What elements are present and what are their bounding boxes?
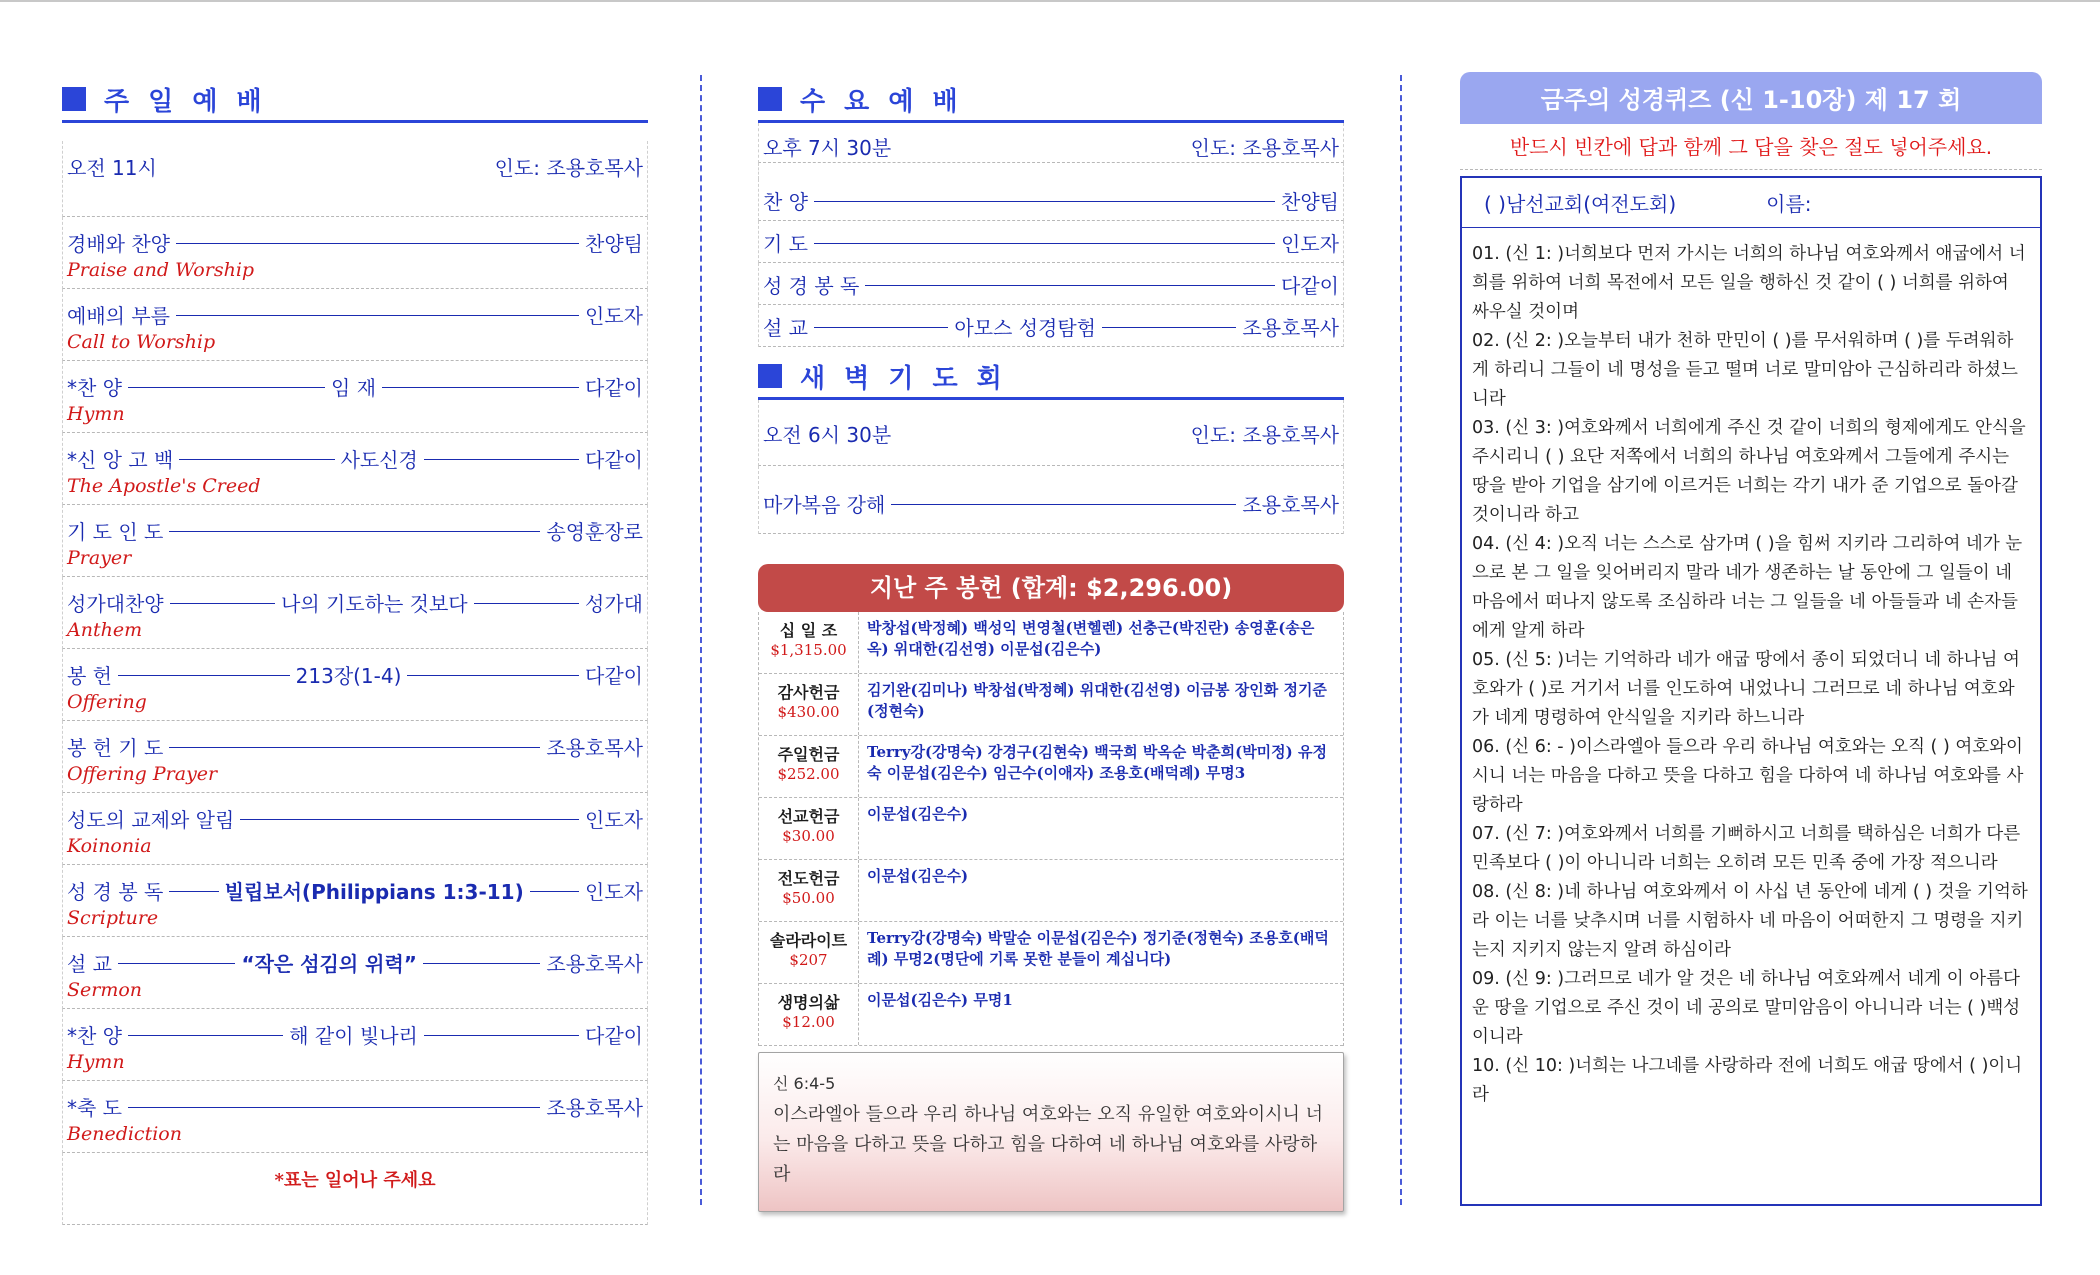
order-detail: 임 재 — [331, 375, 377, 400]
order-leader: 조용호목사 — [1242, 315, 1339, 340]
order-leader: 조용호목사 — [546, 735, 643, 760]
order-english: Sermon — [67, 979, 143, 1001]
order-label: 찬 양 — [763, 189, 808, 214]
leader-line — [169, 747, 540, 748]
order-leader: 조용호목사 — [546, 951, 644, 976]
order-english: Hymn — [67, 1051, 125, 1073]
offering-amount: $430.00 — [777, 703, 840, 721]
offering-names: 이문섭(김은수) — [867, 805, 969, 823]
order-line — [763, 488, 1339, 518]
leader-line — [474, 603, 579, 604]
quiz-answer-sheet — [1460, 176, 2042, 1206]
quiz-question: 07. (신 7: )여호와께서 너희를 기뻐하시고 너희를 택하심은 너희가 다른 민족보다 ( )이 아니니라 너희는 오히려 모든 민족 중에 가장 적으니라 — [1472, 824, 2021, 873]
sunday-order-item — [62, 505, 648, 577]
offering-kind-cell — [759, 922, 859, 983]
quiz-question: 10. (신 10: )너희는 나그네를 사랑하라 전에 너희도 애굽 땅에서 ( )이니라 — [1472, 1056, 2023, 1105]
wednesday-time: 오후 7시 30분 — [763, 135, 892, 160]
leader-line — [382, 387, 579, 388]
leader-line — [891, 504, 1236, 505]
order-label: *찬 양 — [67, 1023, 122, 1048]
order-detail: 빌립보서(Philippians 1:3-11) — [224, 879, 524, 904]
order-line — [67, 443, 643, 473]
midweek-section — [758, 80, 1344, 1212]
offering-kind-cell — [759, 736, 859, 797]
dawn-time-row — [758, 400, 1344, 466]
order-english: Koinonia — [67, 835, 152, 857]
order-leader: 다같이 — [585, 1023, 644, 1048]
sunday-order-item — [62, 577, 648, 649]
stand-note: *표는 일어나 주세요 — [62, 1153, 648, 1225]
dawn-leader: 인도: 조용호목사 — [1190, 422, 1339, 447]
offering-kind: 선교헌금 — [777, 807, 840, 826]
sunday-order-item — [62, 649, 648, 721]
leader-line — [176, 315, 579, 316]
sunday-order-item — [62, 217, 648, 289]
sunday-order-list — [62, 217, 648, 1153]
sunday-time-row — [62, 141, 648, 217]
order-leader: 다같이 — [1281, 273, 1339, 298]
order-label: 설 교 — [67, 951, 112, 976]
offering-kind: 십 일 조 — [779, 621, 838, 640]
order-leader: 찬양팀 — [1281, 189, 1339, 214]
order-line — [67, 227, 643, 257]
order-line — [67, 803, 643, 833]
sunday-order-item — [62, 793, 648, 865]
dawn-time: 오전 6시 30분 — [763, 422, 892, 447]
offering-row — [759, 674, 1343, 736]
top-border — [0, 0, 2100, 2]
offering-kind-cell — [759, 612, 859, 673]
sunday-order-item — [62, 1081, 648, 1153]
order-english: Praise and Worship — [67, 259, 255, 281]
dawn-order-list — [758, 466, 1344, 534]
quiz-question: 03. (신 3: )여호와께서 너희에게 주신 것 같이 너희의 형제에게도 안식을 주시리니 ( ) 요단 저쪽에서 너희의 하나님 여호와께서 그들에게 주시는 땅을 받아 기업을 삼기에 이르거든 너희는 각기 내가 준 기업으로 돌아갈 것이니라 하고 — [1472, 418, 2026, 525]
column-divider-2 — [1400, 75, 1402, 1205]
leader-line — [1102, 327, 1236, 328]
offering-names: 이문섭(김은수) — [867, 867, 969, 885]
sunday-order-item — [62, 433, 648, 505]
quiz-question: 04. (신 4: )오직 너는 스스로 삼가며 ( )을 힘써 지키라 그리하여 네가 눈으로 본 그 일을 잊어버리지 말라 네가 생존하는 날 동안에 그 일들이 네 마음에서 떠나지 않도록 조심하라 너는 그 일들을 네 아들들과 네 손자들에게 알게 하라 — [1472, 534, 2023, 641]
leader-line — [530, 891, 579, 892]
order-label: 예배의 부름 — [67, 303, 170, 328]
leader-line — [170, 603, 275, 604]
order-leader: 다같이 — [585, 663, 644, 688]
offering-kind-cell — [759, 798, 859, 859]
offering-kind-cell — [759, 984, 859, 1045]
quiz-name-row — [1462, 178, 2040, 228]
order-label: 봉 헌 기 도 — [67, 735, 164, 760]
offering-kind: 전도헌금 — [777, 869, 840, 888]
sunday-order-item — [62, 721, 648, 793]
offering-names: 이문섭(김은수) 무명1 — [867, 991, 1013, 1009]
square-bullet-icon — [758, 87, 782, 111]
quiz-question-list — [1462, 228, 2040, 1110]
leader-line — [118, 963, 235, 964]
order-line — [763, 227, 1339, 257]
offering-amount: $30.00 — [782, 827, 835, 845]
offering-row — [759, 860, 1343, 922]
offering-row — [759, 612, 1343, 674]
wednesday-order-list — [758, 179, 1344, 347]
order-leader: 다같이 — [585, 375, 643, 400]
leader-line — [128, 1107, 540, 1108]
offering-row — [759, 736, 1343, 798]
leader-line — [128, 387, 325, 388]
offering-names: Terry강(강명숙) 박말순 이문섭(김은수) 정기준(정현숙) 조용호(배덕례) 무명2(명단에 기록 못한 분들이 계십니다) — [867, 929, 1329, 968]
order-leader: 송영훈장로 — [546, 519, 643, 544]
leader-line — [128, 1035, 283, 1036]
order-leader: 인도자 — [585, 879, 643, 904]
order-label: 성가대찬양 — [67, 591, 164, 616]
order-english: Offering Prayer — [67, 763, 218, 785]
offering-amount: $50.00 — [782, 889, 835, 907]
order-label: 성도의 교제와 알림 — [67, 807, 235, 832]
quiz-question: 01. (신 1: )너희보다 먼저 가시는 너희의 하나님 여호와께서 애굽에서 너희를 위하여 너희 목전에서 모든 일을 행하신 것 같이 ( ) 너희를 위하여 싸우실 것이며 — [1472, 244, 2026, 322]
square-bullet-icon — [758, 364, 782, 388]
order-detail: 나의 기도하는 것보다 — [281, 591, 468, 616]
wednesday-order-item — [758, 263, 1344, 305]
offering-amount: $1,315.00 — [770, 641, 847, 659]
order-detail: 213장(1-4) — [295, 663, 402, 688]
order-line — [67, 1091, 643, 1121]
wednesday-leader: 인도: 조용호목사 — [1190, 135, 1339, 160]
wednesday-time-row — [758, 123, 1344, 163]
order-leader: 조용호목사 — [546, 1095, 643, 1120]
order-line — [67, 371, 643, 401]
wednesday-order-item — [758, 305, 1344, 347]
sunday-order-item — [62, 289, 648, 361]
sunday-order-item — [62, 1009, 648, 1081]
leader-line — [179, 459, 334, 460]
order-english: Anthem — [67, 619, 143, 641]
order-detail: “작은 섬김의 위력” — [241, 951, 417, 976]
order-english: Hymn — [67, 403, 125, 425]
dawn-header — [758, 357, 1344, 395]
sunday-title: 주 일 예 배 — [104, 86, 267, 117]
quiz-question: 08. (신 8: )네 하나님 여호와께서 이 사십 년 동안에 네게 ( ) 것을 기억하라 이는 너를 낮추시며 너를 시험하사 네 마음이 어떠한지 그 명령을 지키는지 지키지 않는지 알려 하심이라 — [1472, 882, 2028, 960]
column-divider-1 — [700, 75, 702, 1205]
order-leader: 인도자 — [585, 807, 643, 832]
order-label: 성 경 봉 독 — [763, 273, 860, 298]
sunday-order-item — [62, 361, 648, 433]
leader-line — [865, 285, 1275, 286]
order-english: Benediction — [67, 1123, 182, 1145]
leader-line — [814, 201, 1275, 202]
order-line — [67, 515, 643, 545]
order-leader: 인도자 — [1281, 231, 1339, 256]
order-label: *찬 양 — [67, 375, 122, 400]
order-line — [67, 1019, 643, 1049]
order-leader: 조용호목사 — [1242, 492, 1339, 517]
order-line — [67, 731, 643, 761]
leader-line — [169, 531, 540, 532]
offering-names: Terry강(강명숙) 강경구(김현숙) 백국희 박옥순 박춘희(박미정) 유정숙 이문섭(김은수) 임근수(이애자) 조용호(배덕례) 무명3 — [867, 743, 1327, 782]
leader-line — [814, 327, 948, 328]
quiz-title: 금주의 성경퀴즈 (신 1-10장) 제 17 회 — [1460, 72, 2042, 124]
order-line — [67, 875, 643, 905]
order-detail: 아모스 성경탐험 — [954, 315, 1096, 340]
offering-row — [759, 798, 1343, 860]
leader-line — [814, 243, 1275, 244]
leader-line — [407, 675, 579, 676]
square-bullet-icon — [62, 87, 86, 111]
order-label: 봉 헌 — [67, 663, 112, 688]
sunday-order-item — [62, 937, 648, 1009]
offering-row — [759, 984, 1343, 1046]
order-english: Call to Worship — [67, 331, 216, 353]
dawn-title: 새 벽 기 도 회 — [800, 363, 1007, 394]
order-english: Prayer — [67, 547, 132, 569]
order-label: *축 도 — [67, 1095, 122, 1120]
order-english: Offering — [67, 691, 147, 713]
offering-header: 지난 주 봉헌 (합계: $2,296.00) — [758, 564, 1344, 612]
wednesday-header — [758, 80, 1344, 118]
offering-names: 김기완(김미나) 박창섭(박정혜) 위대한(김선영) 이금봉 장인화 정기준(정현숙) — [867, 681, 1327, 720]
order-leader: 인도자 — [585, 303, 643, 328]
offering-kind: 솔라라이트 — [769, 931, 848, 950]
order-english: Scripture — [67, 907, 159, 929]
order-line — [763, 311, 1339, 341]
quiz-instructions: 반드시 빈칸에 답과 함께 그 답을 찾은 절도 넣어주세요. — [1460, 124, 2042, 170]
order-label: 설 교 — [763, 315, 808, 340]
order-label: 경배와 찬양 — [67, 231, 170, 256]
wednesday-title: 수 요 예 배 — [800, 86, 963, 117]
order-leader: 다같이 — [585, 447, 644, 472]
sunday-header — [62, 80, 648, 118]
offering-kind-cell — [759, 674, 859, 735]
leader-line — [176, 243, 579, 244]
leader-line — [169, 891, 218, 892]
bible-quiz-section — [1460, 72, 2042, 1206]
leader-line — [424, 1035, 579, 1036]
order-line — [67, 587, 643, 617]
quiz-church-field[interactable]: ( )남선교회(여전도회) — [1484, 192, 1677, 216]
sunday-leader: 인도: 조용호목사 — [494, 155, 643, 180]
order-detail: 사도신경 — [340, 447, 418, 472]
offering-table — [758, 612, 1344, 1046]
order-line — [763, 269, 1339, 299]
order-english: The Apostle's Creed — [67, 475, 261, 497]
order-label: 마가복음 강해 — [763, 492, 886, 517]
offering-names: 박창섭(박정혜) 백성익 변영철(변헬렌) 선충근(박진란) 송영훈(송은옥) 위대한(김선영) 이문섭(김은수) — [867, 619, 1315, 658]
offering-kind-cell — [759, 860, 859, 921]
verse-reference: 신 6:4-5 — [773, 1074, 836, 1093]
offering-kind: 주일헌금 — [777, 745, 840, 764]
order-line — [67, 299, 643, 329]
order-label: 기 도 인 도 — [67, 519, 164, 544]
offering-kind: 생명의삶 — [777, 993, 840, 1012]
sunday-time: 오전 11시 — [67, 155, 157, 180]
order-line — [67, 947, 643, 977]
order-detail: 해 같이 빛나리 — [289, 1023, 418, 1048]
leader-line — [423, 963, 540, 964]
order-label: 기 도 — [763, 231, 808, 256]
sunday-worship-section — [62, 80, 648, 1225]
quiz-question: 09. (신 9: )그러므로 네가 알 것은 네 하나님 여호와께서 네게 이 아름다운 땅을 기업으로 주신 것이 네 공의로 말미암음이 아니니라 너는 ( )백성이니라 — [1472, 969, 2021, 1047]
dawn-order-item — [758, 466, 1344, 534]
order-leader: 찬양팀 — [585, 231, 643, 256]
verse-text: 이스라엘아 들으라 우리 하나님 여호와는 오직 유일한 여호와이시니 너는 마음을 다하고 뜻을 다하고 힘을 다하여 네 하나님 여호와를 사랑하라 — [773, 1104, 1324, 1185]
order-label: *신 앙 고 백 — [67, 447, 174, 472]
order-label: 성 경 봉 독 — [67, 879, 164, 904]
offering-amount: $12.00 — [782, 1013, 835, 1031]
leader-line — [424, 459, 579, 460]
verse-box — [758, 1052, 1344, 1212]
order-line — [67, 659, 643, 689]
offering-amount: $252.00 — [777, 765, 840, 783]
offering-kind: 감사헌금 — [777, 683, 840, 702]
quiz-question: 02. (신 2: )오늘부터 내가 천하 만민이 ( )를 무서워하며 ( )를 두려워하게 하리니 그들이 네 명성을 듣고 떨며 너로 말미암아 근심하리라 하셨느니라 — [1472, 331, 2018, 409]
order-leader: 성가대 — [585, 591, 643, 616]
order-line — [763, 185, 1339, 215]
quiz-name-field[interactable]: 이름: — [1766, 192, 1812, 216]
offering-amount: $207 — [789, 951, 828, 969]
leader-line — [118, 675, 290, 676]
wednesday-order-item — [758, 221, 1344, 263]
sunday-order-item — [62, 865, 648, 937]
wednesday-order-item — [758, 179, 1344, 221]
offering-row — [759, 922, 1343, 984]
quiz-question: 06. (신 6: - )이스라엘아 들으라 우리 하나님 여호와는 오직 ( ) 여호와이시니 너는 마음을 다하고 뜻을 다하고 힘을 다하여 네 하나님 여호와를 사랑하라 — [1472, 737, 2024, 815]
quiz-question: 05. (신 5: )너는 기억하라 네가 애굽 땅에서 종이 되었더니 네 하나님 여호와가 ( )로 거기서 너를 인도하여 내었나니 그러므로 네 하나님 여호와가 네게 명령하여 안식일을 지키라 하느니라 — [1472, 650, 2020, 728]
leader-line — [240, 819, 579, 820]
